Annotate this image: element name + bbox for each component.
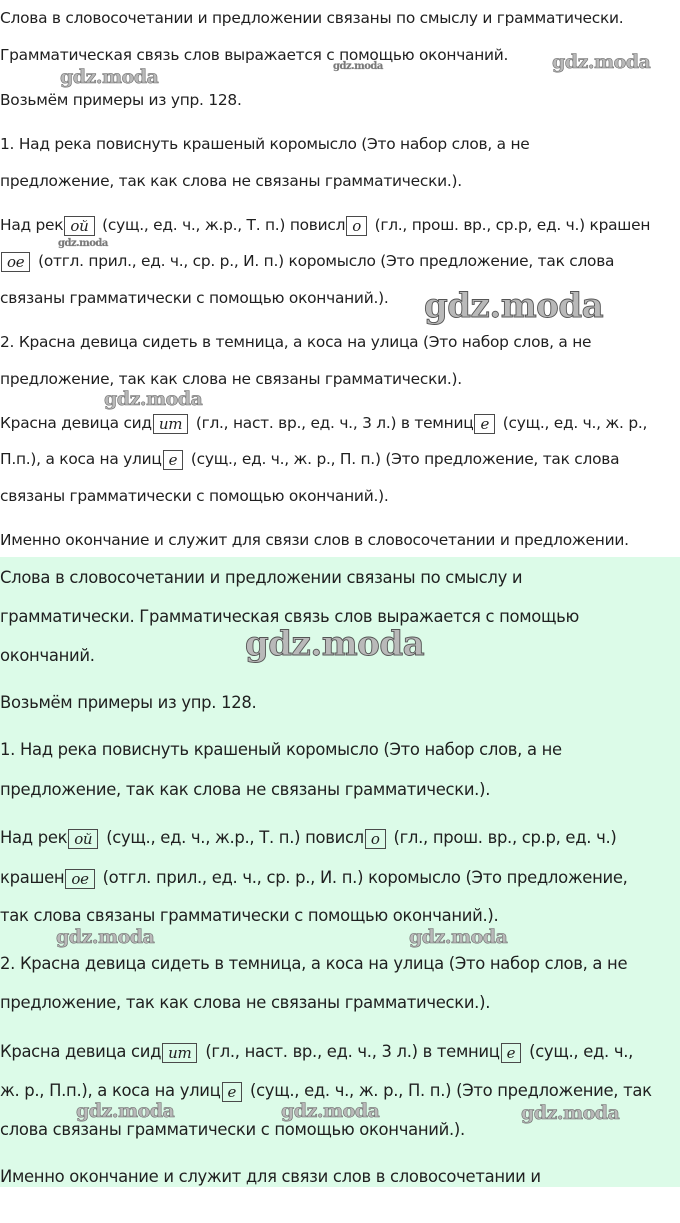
ending-box: ой <box>68 829 98 849</box>
example-2-line-2 <box>0 1081 652 1102</box>
ending-box: о <box>346 216 367 236</box>
text-line: Именно окончание и служит для связи слов в словосочетании и предложении. <box>0 531 629 549</box>
text-line: Именно окончание и служит для связи слов в словосочетании и <box>0 1167 541 1186</box>
text-line: связаны грамматически с помощью окончаний.). <box>0 487 389 505</box>
text-line: Возьмём примеры из упр. 128. <box>0 693 257 712</box>
watermark-logo: gdz.moda <box>333 61 383 72</box>
example-1-line-2 <box>0 868 628 889</box>
text-fragment: (отгл. прил., ед. ч., ср. р., И. п.) коромысло (Это предложение, <box>97 868 628 887</box>
text-line: Возьмём примеры из упр. 128. <box>0 91 242 109</box>
example-1-line-1 <box>0 215 650 236</box>
text-fragment: (сущ., ед. ч., ж.р., Т. п.) повисл <box>97 216 346 234</box>
text-fragment: ж. р., П.п.), а коса на улиц <box>0 1081 221 1100</box>
text-line: Слова в словосочетании и предложении связаны по смыслу и грамматически. <box>0 9 624 27</box>
text-fragment: (гл., наст. вр., ед. ч., 3 л.) в темниц <box>191 414 474 432</box>
watermark-logo: gdz.moda <box>281 1100 380 1122</box>
text-fragment: (гл., прош. вр., ср.р, ед. ч.) <box>388 828 617 847</box>
example-2-line-1 <box>0 413 647 434</box>
text-fragment: (сущ., ед. ч., ж. р., <box>498 414 648 432</box>
example-2-line-1 <box>0 1042 633 1063</box>
text-line: предложение, так как слова не связаны грамматически.). <box>0 172 462 190</box>
text-line: окончаний. <box>0 646 95 665</box>
ending-box: е <box>501 1043 522 1063</box>
watermark-logo: gdz.moda <box>521 1102 620 1124</box>
text-fragment: (сущ., ед. ч., <box>524 1042 634 1061</box>
watermark-logo: gdz.moda <box>552 51 651 73</box>
text-fragment: Красна девица сид <box>0 1042 162 1061</box>
ending-box: ит <box>162 1043 197 1063</box>
text-line: так слова связаны грамматически с помощью окончаний.). <box>0 906 499 925</box>
text-line: 1. Над река повиснуть крашеный коромысло (Это набор слов, а не <box>0 740 562 759</box>
text-line: слова связаны грамматически с помощью окончаний.). <box>0 1120 465 1139</box>
text-fragment: (гл., прош. вр., ср.р, ед. ч.) крашен <box>369 216 651 234</box>
text-fragment: (сущ., ед. ч., ж. р., П. п.) (Это предложение, так слова <box>186 450 620 468</box>
watermark-logo: gdz.moda <box>60 66 159 88</box>
text-line: Грамматическая связь слов выражается с помощью окончаний. <box>0 46 509 64</box>
ending-box: о <box>365 829 386 849</box>
watermark-logo: gdz.moda <box>56 926 155 948</box>
text-fragment: (сущ., ед. ч., ж. р., П. п.) (Это предложение, так <box>245 1081 652 1100</box>
text-line: Слова в словосочетании и предложении связаны по смыслу и <box>0 568 523 587</box>
watermark-logo: gdz.moda <box>58 238 108 249</box>
text-line: 2. Красна девица сидеть в темница, а коса на улица (Это набор слов, а не <box>0 333 592 351</box>
text-fragment: (сущ., ед. ч., ж.р., Т. п.) повисл <box>101 828 364 847</box>
watermark-logo: gdz.moda <box>76 1100 175 1122</box>
text-fragment: крашен <box>0 868 65 887</box>
text-fragment: Над рек <box>0 828 68 847</box>
example-1-line-1 <box>0 828 616 849</box>
ending-box: ой <box>64 216 94 236</box>
text-fragment: Красна девица сид <box>0 414 152 432</box>
ending-box: е <box>474 414 495 434</box>
ending-box: ое <box>1 252 30 272</box>
text-line: предложение, так как слова не связаны грамматически.). <box>0 993 491 1012</box>
ending-box: е <box>222 1082 243 1102</box>
text-line: грамматически. Грамматическая связь слов выражается с помощью <box>0 607 580 626</box>
text-fragment: П.п.), а коса на улиц <box>0 450 162 468</box>
text-fragment: Над рек <box>0 216 64 234</box>
example-1-line-2 <box>0 251 614 272</box>
text-line: 2. Красна девица сидеть в темница, а коса на улица (Это набор слов, а не <box>0 954 628 973</box>
ending-box: е <box>163 450 184 470</box>
watermark-logo: gdz.moda <box>409 926 508 948</box>
text-fragment: (гл., наст. вр., ед. ч., 3 л.) в темниц <box>200 1042 500 1061</box>
text-line: связаны грамматически с помощью окончаний.). <box>0 289 389 307</box>
text-fragment: (отгл. прил., ед. ч., ср. р., И. п.) коромысло (Это предложение, так слова <box>33 252 615 270</box>
ending-box: ое <box>65 869 94 889</box>
watermark-logo: gdz.moda <box>104 388 203 410</box>
ending-box: ит <box>153 414 188 434</box>
text-line: 1. Над река повиснуть крашеный коромысло (Это набор слов, а не <box>0 135 530 153</box>
text-line: предложение, так как слова не связаны грамматически.). <box>0 370 462 388</box>
example-2-line-2 <box>0 449 619 470</box>
watermark-logo: gdz.moda <box>424 286 604 326</box>
watermark-logo: gdz.moda <box>245 624 425 664</box>
text-line: предложение, так как слова не связаны грамматически.). <box>0 780 491 799</box>
